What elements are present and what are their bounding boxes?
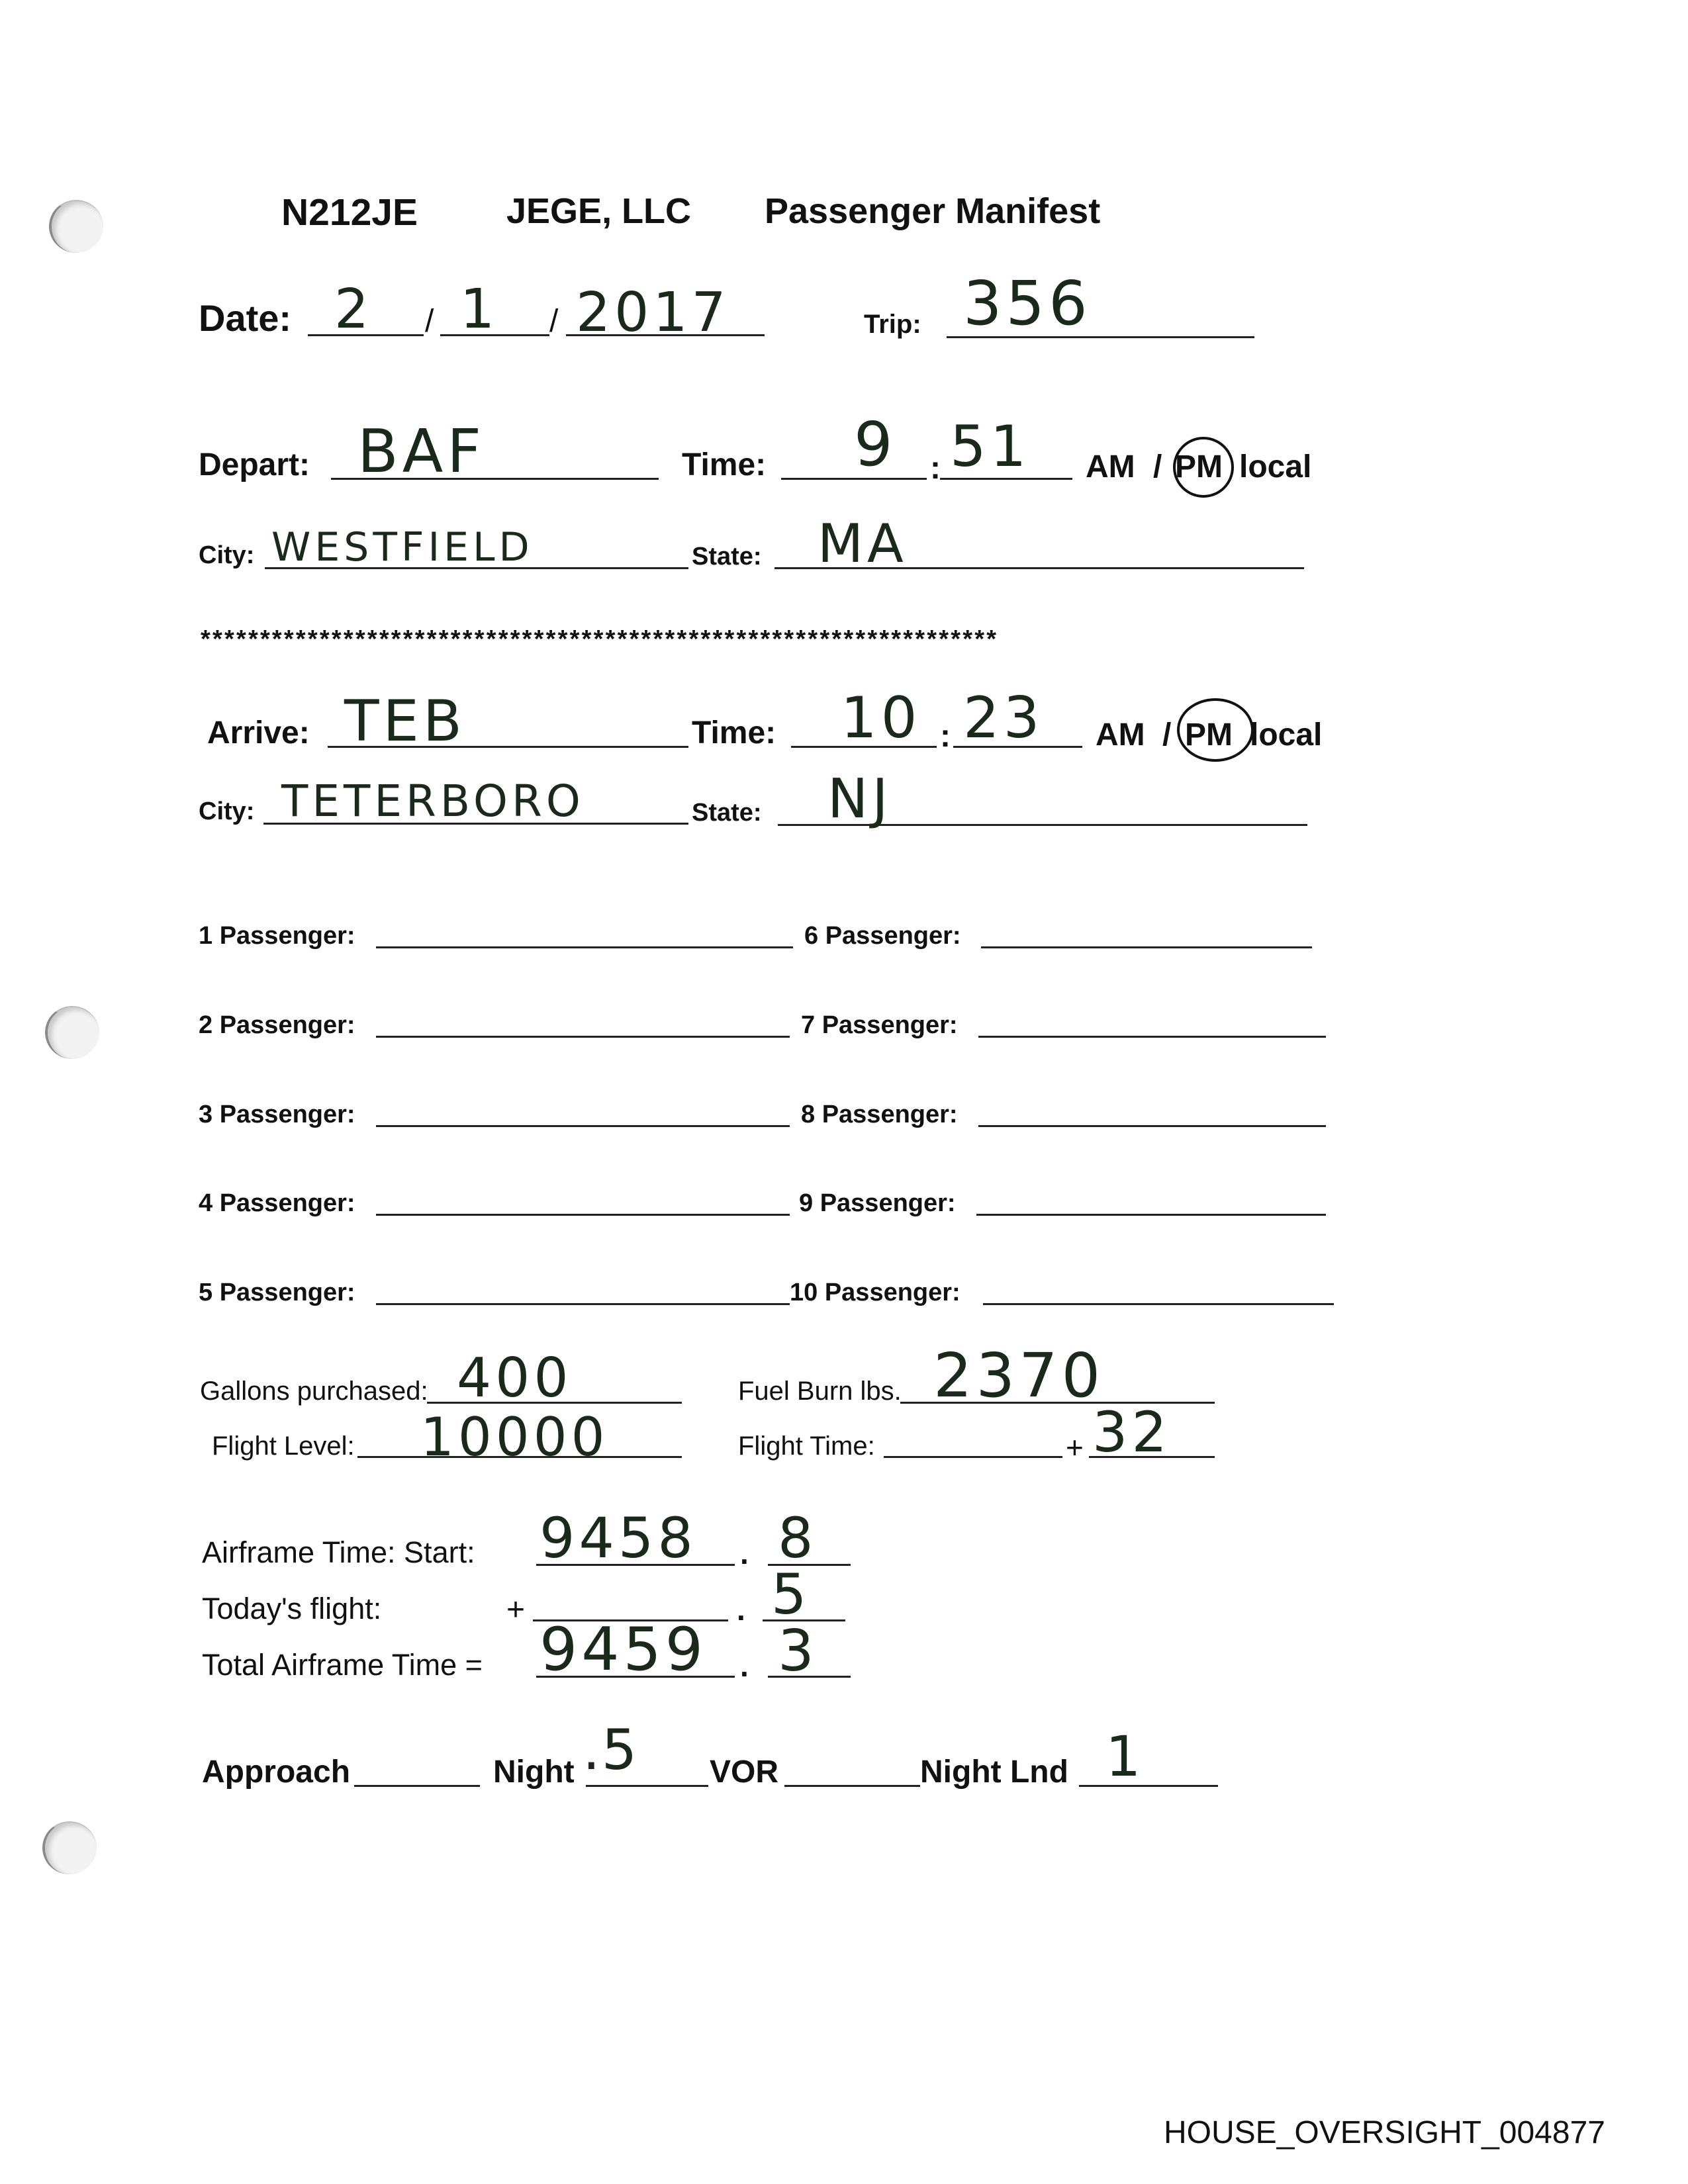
fuel-burn-value: 2370 xyxy=(933,1340,1105,1411)
flight-time-value: 32 xyxy=(1092,1400,1171,1465)
passenger-5-line[interactable] xyxy=(376,1303,790,1305)
depart-code: BAF xyxy=(357,417,486,486)
fuel-burn-label: Fuel Burn lbs. xyxy=(738,1377,902,1406)
arrive-colon: : xyxy=(940,719,951,754)
passenger-10-label: 10 Passenger: xyxy=(790,1279,961,1306)
passenger-4-line[interactable] xyxy=(376,1214,790,1216)
passenger-3-label: 3 Passenger: xyxy=(199,1101,355,1128)
passenger-6-line[interactable] xyxy=(981,946,1312,948)
night-lnd-line xyxy=(1079,1785,1218,1787)
passenger-8-label: 8 Passenger: xyxy=(801,1101,958,1128)
depart-state: MA xyxy=(818,513,908,574)
passenger-7-label: 7 Passenger: xyxy=(801,1011,958,1039)
flight-level-value: 10000 xyxy=(420,1406,609,1468)
passenger-9-label: 9 Passenger: xyxy=(799,1189,956,1217)
flight-time-line xyxy=(884,1456,1062,1458)
depart-city-label: City: xyxy=(199,541,255,569)
airframe-start-dot: . xyxy=(740,1536,749,1570)
arrive-pm: PM xyxy=(1185,717,1233,752)
depart-slash: / xyxy=(1153,449,1162,484)
passenger-9-line[interactable] xyxy=(976,1214,1326,1216)
arrive-label: Arrive: xyxy=(207,715,310,751)
company-name: JEGE, LLC xyxy=(506,191,692,231)
flight-time-label: Flight Time: xyxy=(738,1432,875,1461)
arrive-slash: / xyxy=(1162,717,1172,752)
vor-label: VOR xyxy=(710,1754,779,1790)
arrive-state: NJ xyxy=(827,768,892,831)
night-lnd-label: Night Lnd xyxy=(920,1754,1068,1790)
depart-label: Depart: xyxy=(199,447,310,482)
date-day: 1 xyxy=(460,278,499,341)
gallons-value: 400 xyxy=(457,1347,573,1410)
total-airframe-whole: 9459 xyxy=(539,1615,708,1684)
night-label: Night xyxy=(493,1754,575,1790)
depart-hour: 9 xyxy=(854,409,897,480)
depart-state-label: State: xyxy=(692,543,762,570)
passenger-3-line[interactable] xyxy=(376,1125,790,1127)
gallons-label: Gallons purchased: xyxy=(200,1377,428,1406)
date-sep-1: / xyxy=(425,304,434,339)
depart-pm: PM xyxy=(1175,449,1223,484)
night-lnd-value: 1 xyxy=(1105,1724,1145,1789)
date-month: 2 xyxy=(334,278,373,341)
passenger-8-line[interactable] xyxy=(978,1125,1326,1127)
binder-hole-top xyxy=(49,200,103,253)
total-airframe-dot: . xyxy=(740,1649,749,1683)
depart-city: WESTFIELD xyxy=(271,524,534,570)
document-title: Passenger Manifest xyxy=(765,191,1101,231)
passenger-2-line[interactable] xyxy=(376,1036,790,1038)
depart-am: AM xyxy=(1086,449,1135,484)
passenger-7-line[interactable] xyxy=(978,1036,1326,1038)
depart-pm-circle-mark xyxy=(1173,437,1234,498)
depart-colon: : xyxy=(930,451,941,486)
arrive-hour: 10 xyxy=(841,685,921,751)
date-year: 2017 xyxy=(576,281,730,344)
passenger-6-label: 6 Passenger: xyxy=(804,922,961,950)
airframe-start-whole: 9458 xyxy=(539,1506,697,1570)
passenger-1-line[interactable] xyxy=(376,946,793,948)
arrive-am: AM xyxy=(1096,717,1145,752)
section-separator: ******************************************************************* xyxy=(201,625,999,653)
binder-hole-bottom xyxy=(42,1821,97,1874)
todays-flight-dot: . xyxy=(737,1592,745,1627)
todays-flight-label: Today's flight: xyxy=(202,1592,382,1625)
approach-line xyxy=(354,1785,480,1787)
depart-time-label: Time: xyxy=(682,447,767,482)
arrive-city: TETERBORO xyxy=(281,776,585,827)
arrive-local: local xyxy=(1250,717,1323,752)
vor-line xyxy=(784,1785,920,1787)
airframe-start-label: Airframe Time: Start: xyxy=(202,1535,475,1569)
arrive-state-label: State: xyxy=(692,799,762,827)
binder-hole-middle xyxy=(45,1006,99,1059)
depart-local: local xyxy=(1239,449,1312,484)
date-label: Date: xyxy=(199,297,292,339)
total-airframe-frac: 3 xyxy=(778,1618,818,1684)
flight-time-plus: + xyxy=(1066,1430,1084,1465)
arrive-code: TEB xyxy=(344,688,466,754)
night-value: .5 xyxy=(583,1717,639,1782)
depart-minute: 51 xyxy=(950,414,1031,480)
trip-label: Trip: xyxy=(864,310,921,339)
passenger-5-label: 5 Passenger: xyxy=(199,1279,355,1306)
arrive-time-label: Time: xyxy=(692,715,776,751)
total-airframe-label: Total Airframe Time = xyxy=(202,1648,483,1682)
date-sep-2: / xyxy=(549,304,559,339)
approach-label: Approach xyxy=(202,1754,351,1790)
todays-flight-plus: + xyxy=(506,1592,526,1627)
passenger-10-line[interactable] xyxy=(983,1303,1334,1305)
flight-level-label: Flight Level: xyxy=(212,1432,355,1461)
arrive-city-label: City: xyxy=(199,797,255,825)
tail-number: N212JE xyxy=(281,191,418,234)
arrive-minute: 23 xyxy=(963,685,1044,751)
arrive-pm-circle-mark xyxy=(1177,698,1254,762)
passenger-4-label: 4 Passenger: xyxy=(199,1189,355,1217)
passenger-2-label: 2 Passenger: xyxy=(199,1011,355,1039)
night-line xyxy=(586,1785,708,1787)
airframe-start-frac: 8 xyxy=(778,1506,818,1570)
passenger-1-label: 1 Passenger: xyxy=(199,922,355,950)
todays-flight-frac: 5 xyxy=(771,1562,811,1627)
bates-number: HOUSE_OVERSIGHT_004877 xyxy=(1164,2115,1605,2150)
trip-value: 356 xyxy=(963,268,1092,339)
